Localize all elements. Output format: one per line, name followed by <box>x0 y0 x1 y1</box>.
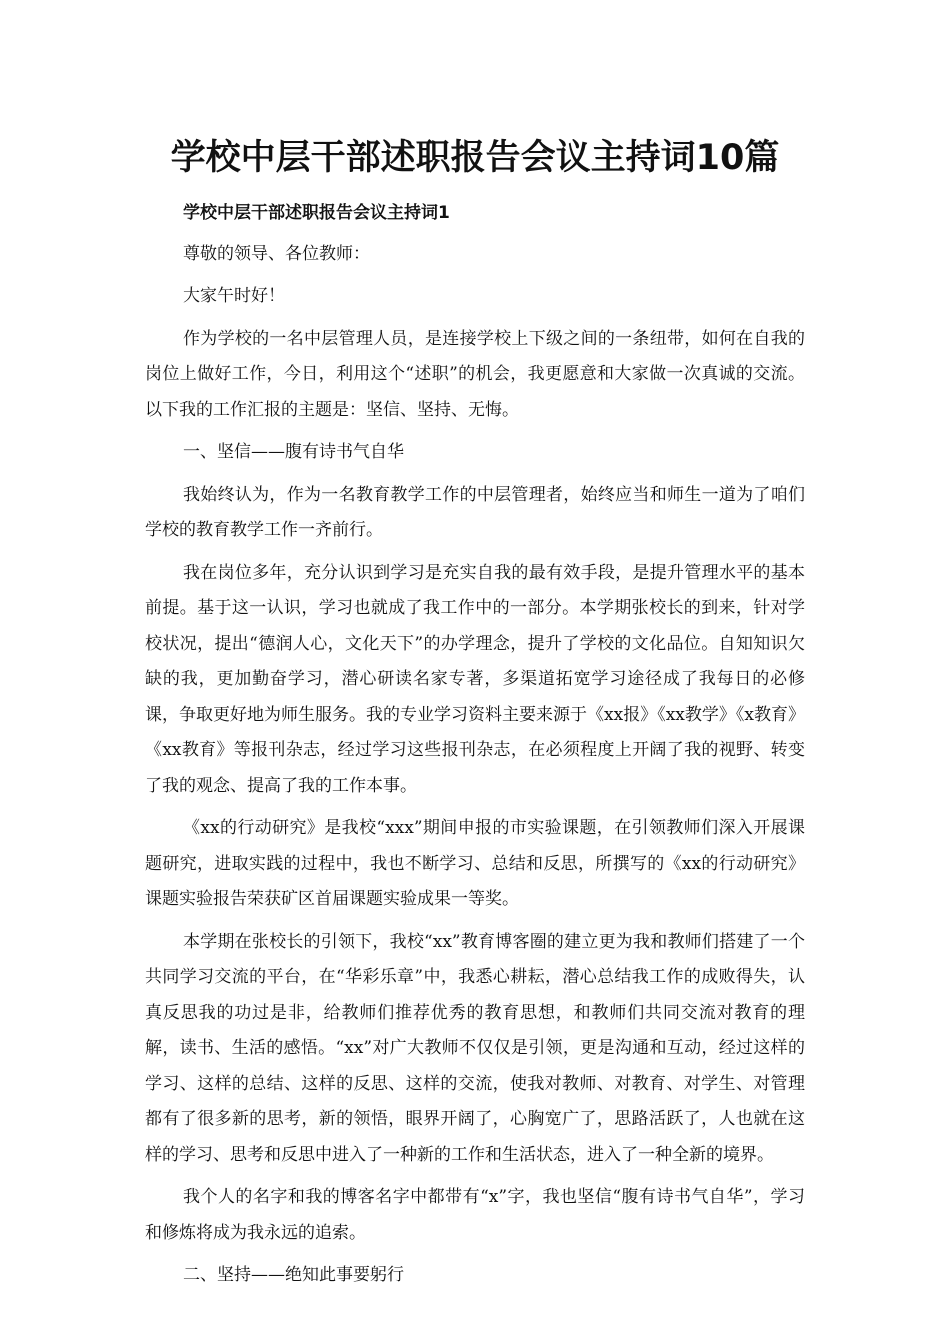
paragraph: 本学期在张校长的引领下，我校“xx”教育博客圈的建立更为我和教师们搭建了一个共同学习交流的平台，在“华彩乐章”中，我悉心耕耘，潜心总结我工作的成败得失，认真反思我的功过是非，给教师们推荐优秀的教育思想，和教师们共同交流对教育的理解，读书、生活的感悟。“xx”对广大教师不仅仅是引领，更是沟通和互动，经过这样的学习、这样的总结、这样的反思、这样的交流，使我对教师、对教育、对学生、对管理都有了很多新的思考，新的领悟，眼界开阔了，心胸宽广了，思路活跃了，人也就在这样的学习、思考和反思中进入了一种新的工作和生活状态，进入了一种全新的境界。 <box>145 931 805 1165</box>
section-heading-1: 一、坚信——腹有诗书气自华 <box>183 442 404 462</box>
document-body <box>145 196 805 1301</box>
paragraph: 我个人的名字和我的博客名字中都带有“x”字，我也坚信“腹有诗书气自华”，学习和修炼将成为我永远的追索。 <box>145 1187 805 1243</box>
paragraph: 《xx的行动研究》是我校“xxx”期间申报的市实验课题，在引领教师们深入开展课题研究，进取实践的过程中，我也不断学习、总结和反思，所撰写的《xx的行动研究》课题实验报告荣获矿区首届课题实验成果一等奖。 <box>145 818 805 909</box>
greeting: 大家午时好！ <box>183 286 285 306</box>
paragraph: 作为学校的一名中层管理人员，是连接学校上下级之间的一条纽带，如何在自我的岗位上做好工作，今日，利用这个“述职”的机会，我更愿意和大家做一次真诚的交流。以下我的工作汇报的主题是：坚信、坚持、无悔。 <box>145 328 805 420</box>
salutation: 尊敬的领导、各位教师： <box>183 243 370 264</box>
section-heading-2: 二、坚持——绝知此事要躬行 <box>183 1265 404 1285</box>
paragraph: 我始终认为，作为一名教育教学工作的中层管理者，始终应当和师生一道为了咱们学校的教育教学工作一齐前行。 <box>145 484 805 540</box>
document-title: 学校中层干部述职报告会议主持词10篇 <box>170 138 780 178</box>
section-heading: 学校中层干部述职报告会议主持词1 <box>183 203 450 223</box>
paragraph: 我在岗位多年，充分认识到学习是充实自我的最有效手段，是提升管理水平的基本前提。基于这一认识，学习也就成了我工作中的一部分。本学期张校长的到来，针对学校状况，提出“德润人心，文化天下”的办学理念，提升了学校的文化品位。自知知识欠缺的我，更加勤奋学习，潜心研读名家专著，多渠道拓宽学习途径成了我每日的必修课，争取更好地为师生服务。我的专业学习资料主要来源于《xx报》《xx教学》《x教育》《xx教育》等报刊杂志，经过学习这些报刊杂志，在必须程度上开阔了我的视野、转变了我的观念、提高了我的工作本事。 <box>145 562 805 796</box>
